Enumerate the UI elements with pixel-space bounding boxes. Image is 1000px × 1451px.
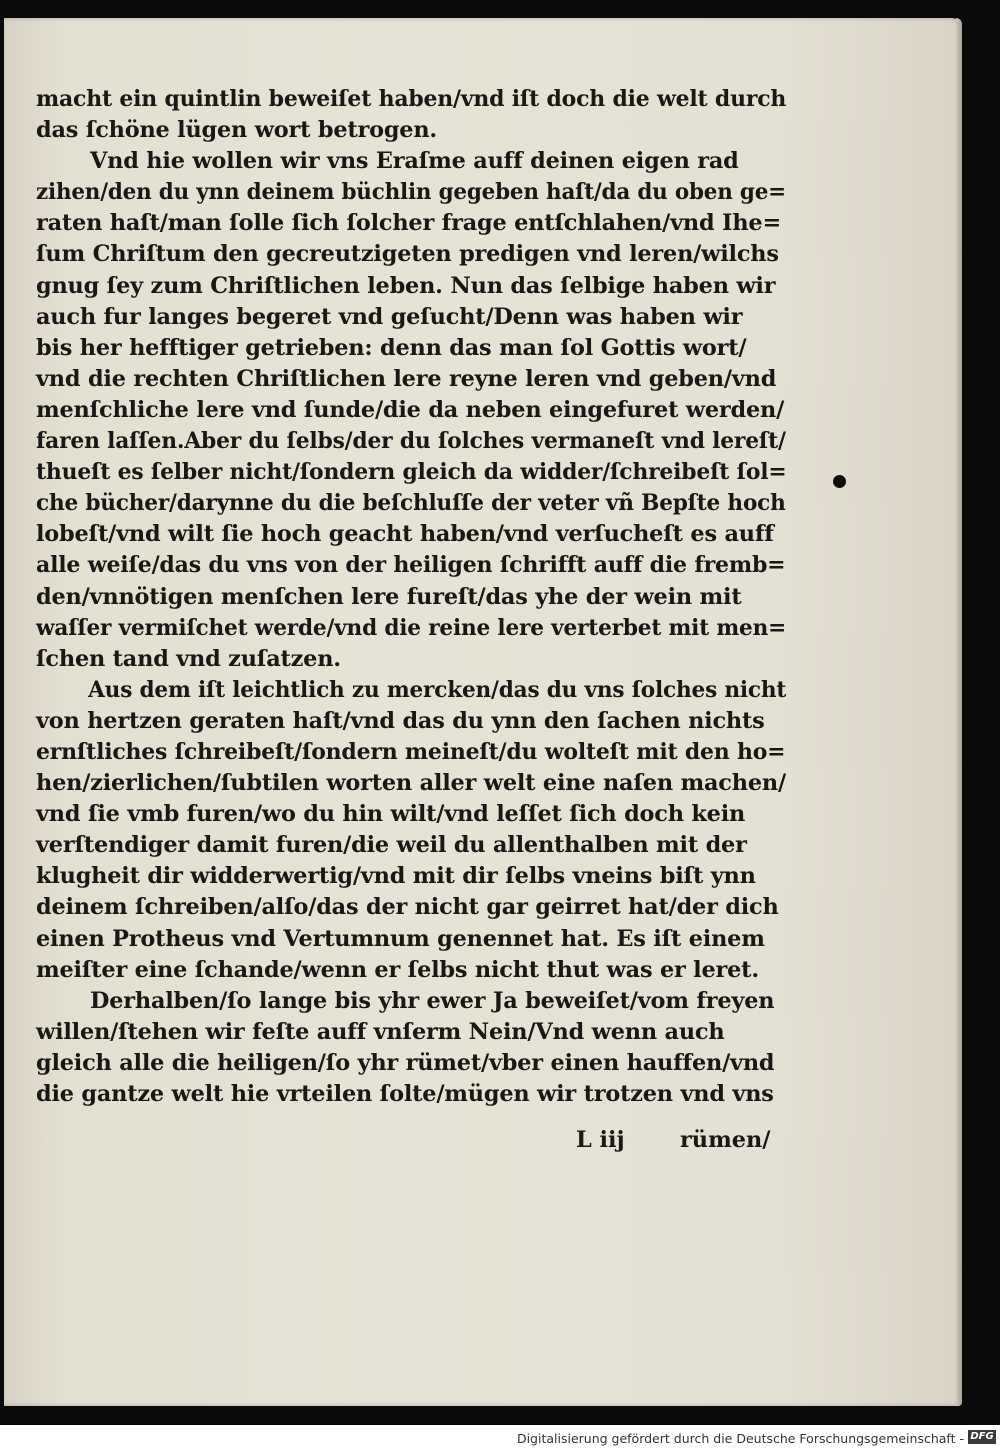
text-line: willen/ſtehen wir feſte auff vnſerm Nein/Vnd wenn auch [36,1018,725,1045]
text-line: hen/zierlichen/ſubtilen worten aller welt eine naſen machen/ [36,770,786,797]
text-line: gnug ſey zum Chriſtlichen leben. Nun das ſelbige haben wir [36,272,776,299]
text-line: die gantze welt hie vrteilen ſolte/mügen wir trotzen vnd vns [36,1081,774,1107]
funding-note: Digitalisierung gefördert durch die Deutsche Forschungsgemeinschaft - [516,1431,964,1446]
text-line: lobeſt/vnd wilt ſie hoch geacht haben/vnd verſucheſt es auff [36,521,774,548]
text-line: auch fur langes begeret vnd geſucht/Denn was haben wir [36,303,743,330]
footer-bar [0,1425,1000,1451]
text-line: einen Protheus vnd Vertumnum genennet hat. Es iſt einem [36,925,765,952]
text-line: von hertzen geraten haſt/vnd das du ynn den ſachen nichts [36,707,765,734]
text-line: waſſer vermiſchet werde/vnd die reine lere verterbet mit men= [36,614,787,641]
text-line: che bücher/darynne du die beſchluſſe der veter vñ Bepſte hoch [36,490,786,517]
text-line: macht ein quintlin beweiſet haben/vnd iſt doch die welt durch [36,86,787,112]
signature-mark: L iij [576,1127,625,1153]
text-line: alle weiſe/das du vns von der heiligen ſchrifft auff die fremb= [36,552,786,579]
text-line: zihen/den du ynn deinem büchlin gegeben haſt/da du oben ge= [36,179,786,206]
text-line: faren laſſen.Aber du ſelbs/der du ſolches vermaneſt vnd lereſt/ [36,428,786,455]
text-line: das ſchöne lügen wort betrogen. [36,117,438,144]
text-line: Derhalben/ſo lange bis yhr ewer Ja beweiſet/vom freyen [90,987,775,1014]
text-line: vnd ſie vmb furen/wo du hin wilt/vnd leſſet ſich doch kein [36,801,746,828]
text-line: Vnd hie wollen wir vns Eraſme auff deinen eigen rad [90,148,739,175]
text-line: ernſtliches ſchreibeſt/ſondern meineſt/du wolteſt mit den ho= [36,738,786,765]
text-line: deinem ſchreiben/alſo/das der nicht gar geirret hat/der dich [36,894,779,921]
text-line: klugheit dir widderwertig/vnd mit dir ſelbs vneins biſt ynn [36,863,756,890]
text-line: gleich alle die heiligen/ſo yhr rümet/vber einen hauffen/vnd [36,1049,775,1076]
page-body-text [36,84,787,1110]
dfg-logo: DFG [968,1430,996,1444]
text-line: ſchen tand vnd zuſatzen. [36,645,341,672]
margin-mark [833,475,846,488]
text-line: raten haſt/man ſolle ſich ſolcher frage entſchlahen/vnd Ihe= [36,210,782,237]
catchword: rümen/ [680,1127,771,1153]
text-line: ſum Chriſtum den gecreutzigeten predigen vnd leren/wilchs [36,241,779,268]
text-line: den/vnnötigen menſchen lere fureſt/das yhe der wein mit [36,583,742,610]
page-edge [956,18,962,1406]
text-line: vnd die rechten Chriſtlichen lere reyne leren vnd geben/vnd [36,365,777,392]
text-line: thueſt es ſelber nicht/ſondern gleich da widder/ſchreibeſt ſol= [36,459,787,486]
text-line: meiſter eine ſchande/wenn er ſelbs nicht thut was er leret. [36,956,759,983]
text-line: Aus dem iſt leichtlich zu mercken/das du vns ſolches nicht [88,676,787,703]
text-line: menſchliche lere vnd ſunde/die da neben eingefuret werden/ [36,396,785,423]
text-line: bis her hefftiger getrieben: denn das man ſol Gottis wort/ [36,334,747,361]
text-line: verſtendiger damit furen/die weil du allenthalben mit der [36,832,747,859]
